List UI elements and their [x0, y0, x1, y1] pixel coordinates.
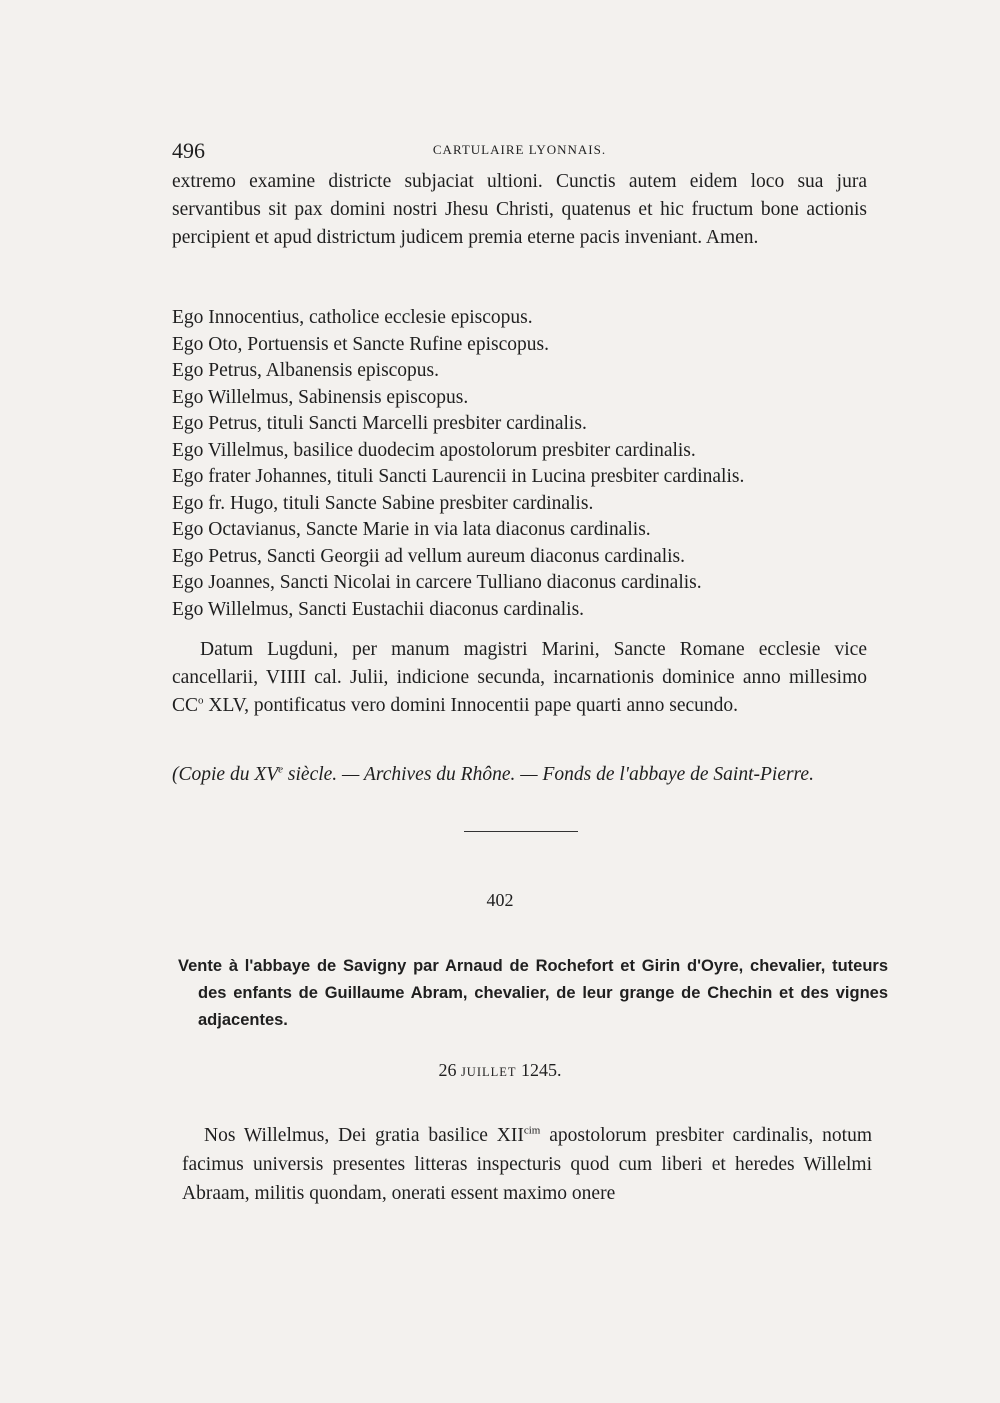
running-title: CARTULAIRE LYONNAIS.: [432, 142, 607, 157]
charter-text-paragraph: [182, 1121, 872, 1208]
section-divider: [464, 831, 578, 832]
charter-date: [0, 1060, 1000, 1081]
signature-line: Ego Joannes, Sancti Nicolai in carcere Tulliano diaconus cardinalis.: [172, 572, 702, 593]
datum-text-end: XLV, pontificatus vero domini Innocentii pape quarti anno secundo.: [203, 695, 739, 716]
signature-line: Ego Oto, Portuensis et Sancte Rufine episcopus.: [172, 333, 549, 355]
signature-line: Ego fr. Hugo, tituli Sancte Sabine presbiter cardinalis.: [172, 492, 594, 514]
datum-text: Datum Lugduni, per manum magistri Marini, Sancte Romane ecclesie vice cancellarii, VIIII cal. Julii, indicione secunda, incarnationis dominice anno millesimo CC: [172, 639, 867, 716]
date-year: 1245.: [521, 1060, 562, 1080]
signature-line: Ego Petrus, tituli Sancti Marcelli presbiter cardinalis.: [172, 413, 587, 434]
signature-line: Ego Willelmus, Sabinensis episcopus.: [172, 386, 469, 408]
signature-line: Ego Octavianus, Sancte Marie in via lata diaconus cardinalis.: [172, 519, 651, 540]
date-month: JUILLET: [460, 1065, 517, 1079]
signature-line: Ego Villelmus, basilice duodecim apostolorum presbiter cardinalis.: [172, 439, 696, 461]
signature-line: Ego frater Johannes, tituli Sancti Laurencii in Lucina presbiter cardinalis.: [172, 466, 745, 487]
date-day: 26: [438, 1060, 457, 1080]
datum-paragraph: [172, 636, 867, 720]
signature-line: Ego Innocentius, catholice ecclesie episcopus.: [172, 307, 533, 328]
charter-text: Nos Willelmus, Dei gratia basilice XII: [204, 1125, 524, 1146]
source-superscript: e: [278, 763, 284, 776]
datum-superscript: o: [198, 694, 204, 707]
signature-list: [172, 305, 872, 623]
signature-line: Ego Petrus, Albanensis episcopus.: [172, 360, 440, 381]
source-note: [172, 761, 872, 789]
signature-line: Ego Petrus, Sancti Georgii ad vellum aureum diaconus cardinalis.: [172, 545, 686, 567]
charter-number: 402: [486, 890, 514, 910]
charter-summary: Vente à l'abbaye de Savigny par Arnaud de Rochefort et Girin d'Oyre, chevalier, tuteurs des enfants de Guillaume Abram, chevalier, de leur grange de Chechin et des vignes adjacentes.: [178, 957, 888, 1029]
source-text-end: siècle. — Archives du Rhône. — Fonds de l'abbaye de Saint-Pierre.: [283, 764, 814, 785]
page-header: [172, 138, 867, 168]
signature-line: Ego Willelmus, Sancti Eustachii diaconus cardinalis.: [172, 598, 585, 620]
page-number: 496: [172, 138, 205, 163]
charter-text-end: apostolorum presbiter cardinalis, notum facimus universis presentes litteras inspecturis quod cum liberi et heredes Willelmi Abraam, militis quondam, onerati essent maximo onere: [182, 1125, 872, 1204]
source-text: (Copie du XV: [172, 764, 279, 785]
charter-superscript: cim: [523, 1124, 541, 1137]
opening-paragraph: extremo examine districte subjaciat ultioni. Cunctis autem eidem loco sua jura servantibus sit pax domini nostri Jhesu Christi, quatenus et hic fructum bone actionis percipient et apud districtum judicem premia eterne pacis inveniant. Amen.: [172, 171, 867, 248]
